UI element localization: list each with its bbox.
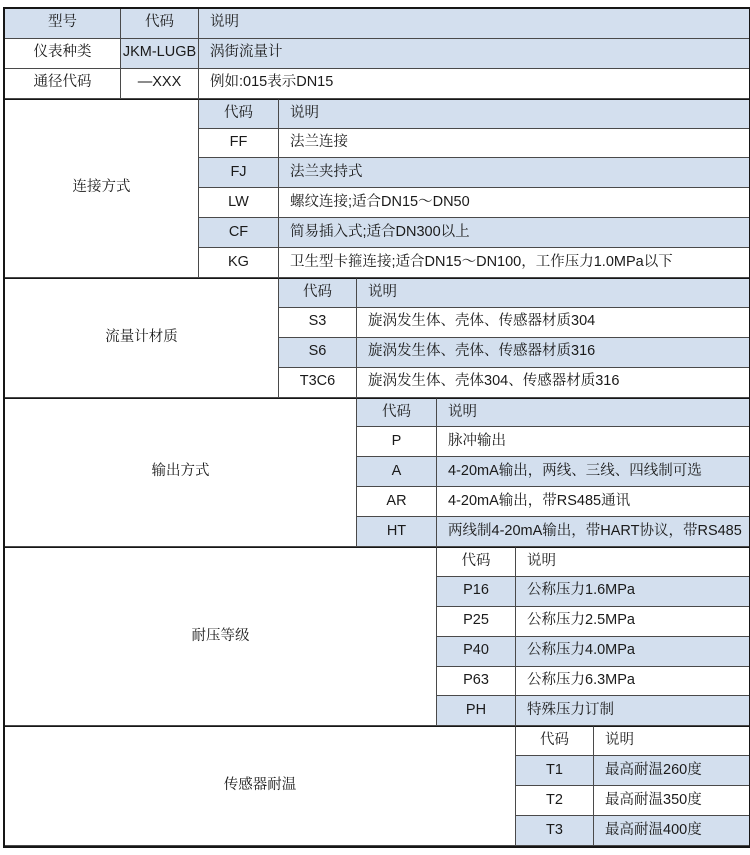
code-cell: T3 <box>516 816 594 846</box>
section-label-cell: 输出方式 <box>5 398 357 547</box>
code-cell: CF <box>199 218 279 248</box>
section-header-desc-cell: 说明 <box>594 726 749 756</box>
desc-cell: 法兰连接 <box>279 129 749 159</box>
row-label-cell: 通径代码 <box>5 69 121 99</box>
desc-cell: 涡街流量计 <box>199 39 749 69</box>
desc-cell: 公称压力2.5MPa <box>516 607 749 637</box>
code-cell: AR <box>357 487 437 517</box>
desc-cell: 简易插入式;适合DN300以上 <box>279 218 749 248</box>
desc-cell: 公称压力6.3MPa <box>516 667 749 697</box>
desc-cell: 最高耐温260度 <box>594 756 749 786</box>
code-cell: P <box>357 427 437 457</box>
code-cell: S3 <box>279 308 357 338</box>
code-cell: A <box>357 457 437 487</box>
code-cell: HT <box>357 517 437 547</box>
section-label-cell: 耐压等级 <box>5 547 437 726</box>
desc-cell: 螺纹连接;适合DN15～DN50 <box>279 188 749 218</box>
code-cell: P40 <box>437 637 516 667</box>
header-cell-desc: 说明 <box>199 9 749 39</box>
desc-cell: 4-20mA输出，两线、三线、四线制可选 <box>437 457 749 487</box>
code-cell: P25 <box>437 607 516 637</box>
desc-cell: 旋涡发生体、壳体304、传感器材质316 <box>357 368 749 398</box>
section-header-desc-cell: 说明 <box>279 99 749 129</box>
header-cell-model: 型号 <box>5 9 121 39</box>
code-cell: JKM-LUGB <box>121 39 199 69</box>
code-cell: FJ <box>199 158 279 188</box>
desc-cell: 公称压力1.6MPa <box>516 577 749 607</box>
desc-cell: 卫生型卡箍连接;适合DN15～DN100，工作压力1.0MPa以下 <box>279 248 749 278</box>
code-cell: —XXX <box>121 69 199 99</box>
desc-cell: 例如:015表示DN15 <box>199 69 749 99</box>
code-cell: T2 <box>516 786 594 816</box>
desc-cell: 特殊压力订制 <box>516 696 749 726</box>
desc-cell: 两线制4-20mA输出，带HART协议，带RS485 <box>437 517 749 547</box>
section-header-desc-cell: 说明 <box>516 547 749 577</box>
desc-cell: 最高耐温400度 <box>594 816 749 846</box>
code-cell: S6 <box>279 338 357 368</box>
desc-cell: 旋涡发生体、壳体、传感器材质304 <box>357 308 749 338</box>
row-label-cell: 仪表种类 <box>5 39 121 69</box>
spec-table <box>3 7 750 848</box>
section-label-cell: 流量计材质 <box>5 278 279 398</box>
desc-cell: 公称压力4.0MPa <box>516 637 749 667</box>
section-label-cell: 传感器耐温 <box>5 726 516 846</box>
code-cell: LW <box>199 188 279 218</box>
header-cell-code: 代码 <box>121 9 199 39</box>
code-cell: T1 <box>516 756 594 786</box>
section-header-code-cell: 代码 <box>437 547 516 577</box>
code-cell: PH <box>437 696 516 726</box>
section-header-code-cell: 代码 <box>279 278 357 308</box>
code-cell: KG <box>199 248 279 278</box>
desc-cell: 旋涡发生体、壳体、传感器材质316 <box>357 338 749 368</box>
code-cell: T3C6 <box>279 368 357 398</box>
code-cell: P16 <box>437 577 516 607</box>
code-cell: P63 <box>437 667 516 697</box>
section-header-desc-cell: 说明 <box>357 278 749 308</box>
desc-cell: 4-20mA输出，带RS485通讯 <box>437 487 749 517</box>
section-header-code-cell: 代码 <box>516 726 594 756</box>
section-header-code-cell: 代码 <box>357 398 437 428</box>
section-header-desc-cell: 说明 <box>437 398 749 428</box>
desc-cell: 法兰夹持式 <box>279 158 749 188</box>
desc-cell: 最高耐温350度 <box>594 786 749 816</box>
section-header-code-cell: 代码 <box>199 99 279 129</box>
code-cell: FF <box>199 129 279 159</box>
desc-cell: 脉冲输出 <box>437 427 749 457</box>
section-label-cell: 连接方式 <box>5 99 199 278</box>
